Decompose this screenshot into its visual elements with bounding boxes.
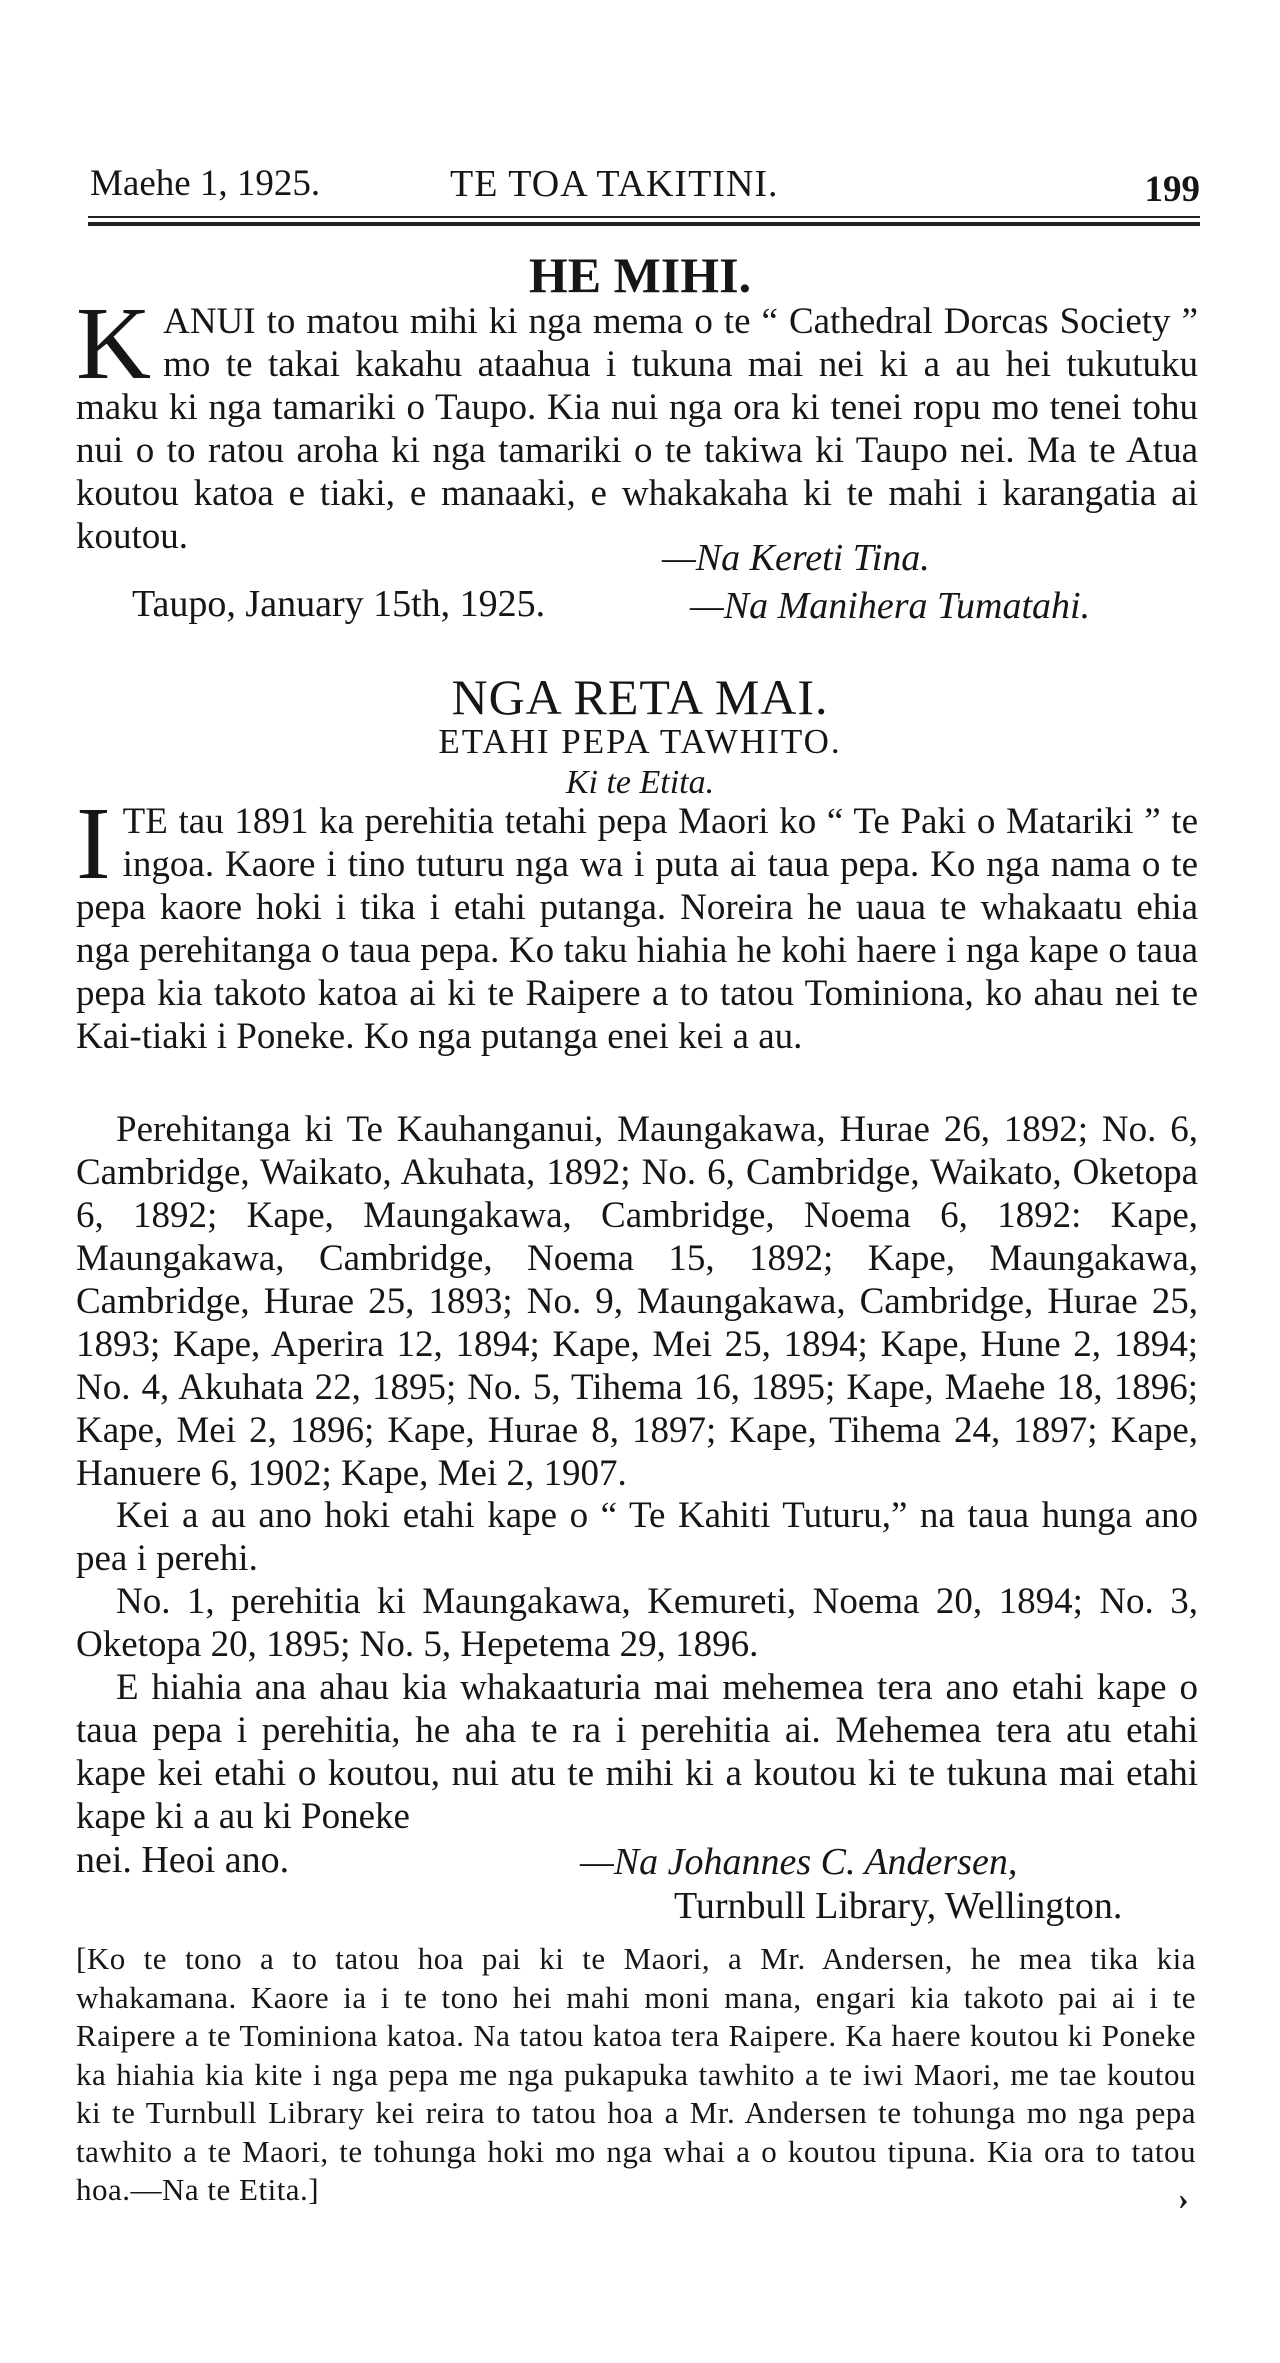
reta-subtitle: ETAHI PEPA TAWHITO. [438,722,842,761]
reta-affiliation: Turnbull Library, Wellington. [674,1885,1123,1927]
reta-byline: Ki te Etita. [565,764,715,801]
reta-title: NGA RETA MAI. [451,669,829,725]
reta-paragraph-5: E hiahia ana ahau kia whakaaturia mai mehemea tera ano etahi kape o taua pepa i perehitia, he aha te ra i perehitia ai. Mehemea tera atu etahi kape kei etahi o koutou, nui atu te mihi ki a koutou ki te tukuna mai etahi kape ki a au ki Poneke [76,1667,1198,1837]
mihi-body: ANUI to matou mihi ki nga mema o te “ Cathedral Dorcas Society ” mo te takai kakahu ataahua i tukuna mai nei ki a au hei tukutuku maku ki nga tamariki o Taupo. Kia nui nga ora ki tenei ropu mo tenei tohu nui o to ratou aroha ki nga tamariki o te takiwa ki Taupo nei. Ma te Atua koutou katoa e tiaki, e manaaki, e whakakaha ki te mahi i karangatia ai koutou. [76,301,1198,557]
mihi-paragraph [76,286,1198,558]
running-header [90,158,1200,214]
mihi-place-date: Taupo, January 15th, 1925. [132,583,546,625]
mihi-dropcap: K [76,286,152,401]
reta-paragraph-1 [76,786,1198,1058]
journal-title: TE TOA TAKITINI. [450,163,779,205]
editor-note: [Ko te tono a to tatou hoa pai ki te Maori, a Mr. Andersen, he mea tika kia whakamana. Kaore ia i te tono hei mahi moni mana, engari kia takoto pai ai i te Raipere a te Tominiona katoa. Na tatou katoa tera Raipere. Ka haere koutou ki Poneke ka hiahia kia kite i nga pepa me nga pukapuka tawhito a te iwi Maori, me tae koutou ki te Turnbull Library kei reira to tatou hoa a Mr. Andersen te tohunga mo nga pepa tawhito a te Maori, te tohunga hoki mo nga whai a o koutou tipuna. Kia ora to tatou hoa.—Na te Etita.] [76,1941,1196,2207]
reta-paragraph-3: Kei a au ano hoki etahi kape o “ Te Kahiti Tuturu,” na taua hunga ano pea i perehi. [76,1495,1198,1579]
mihi-signature-1: —Na Kereti Tina. [662,537,930,579]
reta-paragraph-2: Perehitanga ki Te Kauhanganui, Maungakawa, Hurae 26, 1892; No. 6, Cambridge, Waikato, Akuhata, 1892; No. 6, Cambridge, Waikato, Oketopa 6, 1892; Kape, Maungakawa, Cambridge, Noema 6, 1892: Kape, Maungakawa, Cambridge, Noema 15, 1892; Kape, Maungakawa, Cambridge, Hurae 25, 1893; No. 9, Maungakawa, Cambridge, Hurae 25, 1893; Kape, Aperira 12, 1894; Kape, Mei 25, 1894; Kape, Hune 2, 1894; No. 4, Akuhata 22, 1895; No. 5, Tihema 16, 1895; Kape, Maehe 18, 1896; Kape, Mei 2, 1896; Kape, Hurae 8, 1897; Kape, Tihema 24, 1897; Kape, Hanuere 6, 1902; Kape, Mei 2, 1907. [76,1109,1198,1494]
reta-paragraph-4: No. 1, perehitia ki Maungakawa, Kemureti, Noema 20, 1894; No. 3, Oketopa 20, 1895; No. 5, Hepetema 29, 1896. [76,1581,1198,1665]
mihi-title: HE MIHI. [528,247,752,303]
header-rule-thin [88,216,1200,218]
page-number: 199 [1144,169,1200,210]
header-rule-thick [88,222,1200,226]
end-mark: › [1178,2180,1189,2216]
mihi-signature-2: —Na Manihera Tumatahi. [690,585,1091,627]
reta-para1-text: TE tau 1891 ka perehitia tetahi pepa Maori ko “ Te Paki o Matariki ” te ingoa. Kaore i tino tuturu nga wa i puta ai taua pepa. Ko nga nama o te pepa kaore hoki i tika i etahi putanga. Noreira he uaua te whakaatu ehia nga perehitanga o taua pepa. Ko taku hiahia he kohi haere i nga kape o taua pepa kia takoto katoa ai ki te Raipere a to tatou Tominiona, ko ahau nei te Kai-tiaki i Poneke. Ko nga putanga enei kei a au. [76,801,1198,1057]
reta-closing: nei. Heoi ano. [76,1839,290,1881]
reta-signature: —Na Johannes C. Andersen, [580,1841,1018,1883]
issue-date: Maehe 1, 1925. [90,163,321,204]
reta-dropcap: I [76,786,111,901]
